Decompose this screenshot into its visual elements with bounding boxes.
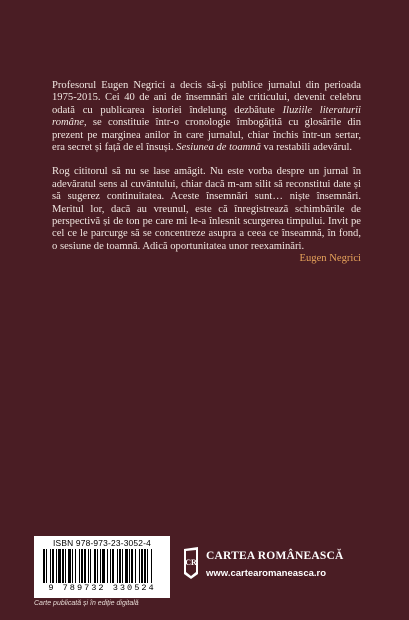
- book-title: Sesiunea de toamnă: [176, 142, 261, 154]
- blurb-paragraph-2: Rog cititorul să nu se lase amăgit. Nu este vorba despre un jurnal în adevăratul sens al cuvântului, chiar dacă m-am silit să reconstitui date și să sugerez continuitatea. Aceste însemnări sunt… niște însemnări. Meritul lor, dacă au vreunul, este că înregistrează schimbările de perspectivă și de ton pe care mi le-a înlesnit scurgerea timpului. Invit pe cel ce le parcurge să se concentreze asupra a ceea ce înseamnă, în fond, o sesiune de toamnă. Adică oportunitatea unor reexaminări.: [52, 166, 361, 252]
- blurb-text: Profesorul Eugen Negrici a decis să-și publice jurnalul din perioada 1975-2015. Cei 40 de ani de însemnări ale criticului, devenit celebru odată cu publicarea istoriei îndelung dezbătute: [52, 80, 361, 116]
- back-cover-blurb: [52, 80, 361, 266]
- publisher-name: CARTEA ROMÂNEASCĂ: [206, 550, 344, 562]
- blurb-paragraph-1: [52, 80, 361, 154]
- barcode-digits: 9 789732 330524: [48, 583, 156, 593]
- publisher-url[interactable]: www.cartearomaneasca.ro: [206, 568, 327, 579]
- isbn-barcode: [34, 536, 170, 598]
- isbn-number: ISBN 978-973-23-3052-4: [53, 538, 151, 548]
- publisher-block: [180, 546, 380, 586]
- publisher-logo-letters: CR: [185, 558, 197, 567]
- blurb-text: , se constituie într-o cronologie îmbogățită cu glosările din prezent pe marginea anilor în care jurnalul, chiar închis într-un sertar, era secret și față de el însuși.: [52, 117, 361, 154]
- author-signature: Eugen Negrici: [299, 253, 361, 265]
- blurb-text: va restabili adevărul.: [260, 142, 353, 154]
- digital-edition-note: Carte publicată și în ediție digitală: [34, 600, 139, 607]
- barcode-bars: [39, 549, 165, 583]
- publisher-logo-icon: [180, 546, 202, 580]
- book-title-reference: Iluziile literaturii române: [52, 104, 361, 129]
